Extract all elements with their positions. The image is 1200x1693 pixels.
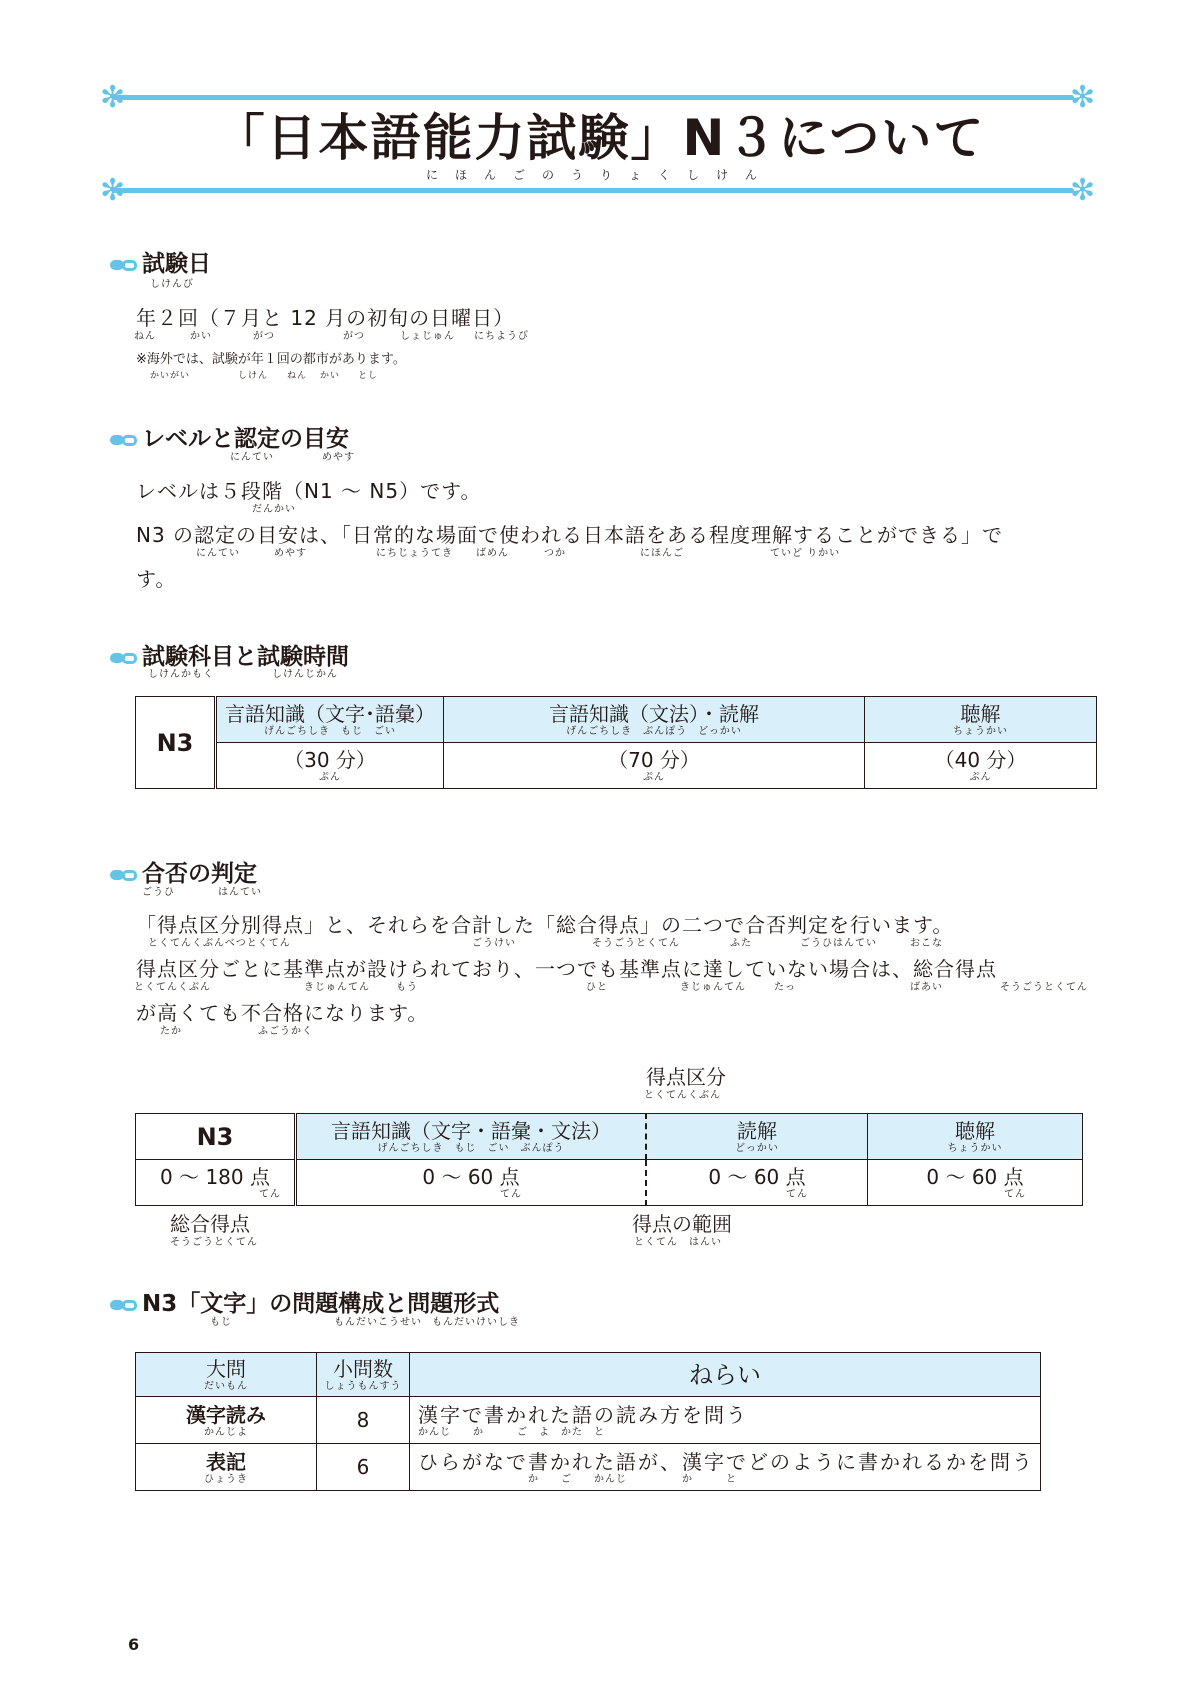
ruby: かい — [190, 331, 212, 342]
asterisk-icon: ✻ — [100, 173, 126, 208]
ruby: そうごうとくてん — [170, 1237, 258, 1248]
section-heading — [110, 425, 349, 453]
ruby: つか — [544, 548, 566, 559]
ruby: きじゅんてん — [680, 982, 746, 993]
row-label: N3 — [136, 697, 216, 789]
table-row — [136, 1397, 1041, 1444]
ruby: にちじょうてき — [376, 548, 453, 559]
table-header: 聴解 ちょうかい — [865, 697, 1097, 743]
heading-ruby: しけんび — [150, 279, 194, 290]
asterisk-icon: ✻ — [1070, 173, 1096, 208]
table-cell: （70 分） ぷん — [444, 743, 865, 789]
bullet-icon — [110, 432, 140, 448]
asterisk-icon: ✻ — [1070, 80, 1096, 115]
page-title: 「日本語能力試験」N３について — [214, 109, 986, 167]
table-cell: 0 ～ 180 点 てん — [136, 1160, 296, 1206]
table-cell: （40 分） ぷん — [865, 743, 1097, 789]
row-label: N3 — [136, 1114, 296, 1160]
ruby: とくてんくぶん — [134, 982, 211, 993]
heading-ruby: はんてい — [218, 887, 262, 898]
ruby: とくてん はんい — [634, 1237, 722, 1248]
section-heading — [110, 643, 349, 671]
ruby: ごうひはんてい — [800, 938, 877, 949]
section-title: N3「文字」の問題構成と問題形式 — [142, 1291, 500, 1317]
table-cell: （30 分） ぷん — [216, 743, 444, 789]
ruby: おこな — [910, 938, 943, 949]
bullet-icon — [110, 867, 140, 883]
ruby: ごうけい — [472, 938, 516, 949]
section-heading — [110, 250, 211, 278]
ruby: がつ — [343, 331, 365, 342]
ruby: ひと — [586, 982, 608, 993]
ruby: ばめん — [476, 548, 509, 559]
ruby: しけん — [238, 371, 269, 381]
ruby: にんてい — [196, 548, 240, 559]
paragraph: レベルは５段階（N1 ～ N5）です。 — [136, 479, 482, 503]
note: ※海外では、試験が年１回の都市があります。 — [136, 352, 406, 367]
page-title-ruby: にほんごのうりょくしけん — [425, 168, 774, 182]
table-cell: 表記 ひょうき — [136, 1444, 317, 1491]
ruby: ばあい — [910, 982, 943, 993]
table-cell: 漢字読み かんじよ — [136, 1397, 317, 1444]
ruby: とくてんくぶんべつとくてん — [148, 938, 291, 949]
heading-ruby: にんてい — [230, 452, 274, 463]
table-cell: 6 — [317, 1444, 410, 1491]
table-header: 小問数 しょうもんすう — [317, 1353, 410, 1397]
ruby: だんかい — [252, 504, 296, 515]
label-total-score: 総合得点 — [170, 1212, 250, 1236]
section-title: 合否の判定 — [142, 861, 257, 887]
heading-ruby: ごうひ — [142, 887, 175, 898]
section-title: 試験日 — [142, 251, 211, 277]
ruby: めやす — [274, 548, 307, 559]
table-header: 言語知識（文字･語彙） げんごちしき もじ ごい — [216, 697, 444, 743]
ruby: とくてんくぶん — [644, 1090, 721, 1101]
paragraph: 年２回（７月と 12 月の初旬の日曜日） — [136, 306, 515, 330]
question-format-table — [135, 1352, 1041, 1491]
ruby: きじゅんてん — [304, 982, 370, 993]
label-score-range: 得点の範囲 — [632, 1212, 732, 1236]
paragraph: す。 — [136, 567, 177, 591]
ruby: たか — [160, 1026, 182, 1037]
exam-time-table — [135, 696, 1097, 789]
heading-ruby: もじ — [210, 1317, 232, 1328]
ruby: もう — [396, 982, 418, 993]
ruby: ていど りかい — [770, 548, 841, 559]
section-title: レベルと認定の目安 — [142, 426, 349, 452]
bullet-icon — [110, 257, 140, 273]
paragraph: が高くても不合格になります。 — [136, 1001, 429, 1025]
heading-ruby: しけんじかん — [272, 669, 338, 680]
table-header: 大問 だいもん — [136, 1353, 317, 1397]
label-score-category: 得点区分 — [646, 1065, 726, 1089]
ruby: たっ — [774, 982, 796, 993]
paragraph: N3 の認定の目安は、「日常的な場面で使われる日本語をある程度理解することができる」で — [136, 523, 1004, 547]
section-heading — [110, 860, 257, 888]
asterisk-icon: ✻ — [100, 80, 126, 115]
table-header: ねらい — [410, 1353, 1041, 1397]
header-rule-top — [112, 95, 1074, 100]
section-heading — [110, 1290, 499, 1318]
table-cell: ひらがなで書かれた語が、漢字でどのように書かれるかを問う か ご かんじ か と — [410, 1444, 1041, 1491]
paragraph: 「得点区分別得点」と、それらを合計した「総合得点」の二つで合否判定を行います。 — [136, 913, 954, 937]
ruby: かい — [320, 371, 341, 381]
heading-ruby: もんだいこうせい — [334, 1317, 422, 1328]
ruby: そうごうとくてん — [592, 938, 680, 949]
heading-ruby: めやす — [322, 452, 355, 463]
table-cell: 漢字で書かれた語の読み方を問う かんじ か ご よ かた と — [410, 1397, 1041, 1444]
table-cell: 8 — [317, 1397, 410, 1444]
ruby: とし — [358, 371, 379, 381]
ruby: かいがい — [150, 371, 191, 381]
ruby: ふた — [730, 938, 752, 949]
ruby: ふごうかく — [258, 1026, 313, 1037]
heading-ruby: もんだいけいしき — [432, 1317, 520, 1328]
header-rule-bottom — [112, 188, 1074, 193]
ruby: ねん — [287, 371, 308, 381]
bullet-icon — [110, 650, 140, 666]
table-cell: 0 ～ 60 点 てん — [296, 1160, 647, 1206]
ruby: ねん — [134, 331, 156, 342]
bullet-icon — [110, 1297, 140, 1313]
table-header: 聴解 ちょうかい — [868, 1114, 1083, 1160]
ruby: そうごうとくてん — [1000, 982, 1088, 993]
table-header: 言語知識（文字・語彙・文法） げんごちしき もじ ごい ぶんぽう — [296, 1114, 647, 1160]
ruby: がつ — [253, 331, 275, 342]
table-cell: 0 ～ 60 点 てん — [868, 1160, 1083, 1206]
section-title: 試験科目と試験時間 — [142, 644, 349, 670]
table-cell: 0 ～ 60 点 てん — [646, 1160, 868, 1206]
ruby: にほんご — [640, 548, 684, 559]
page-number: 6 — [128, 1635, 140, 1654]
table-header: 言語知識（文法）・読解 げんごちしき ぶんぽう どっかい — [444, 697, 865, 743]
ruby: しょじゅん — [400, 331, 455, 342]
heading-ruby: しけんかもく — [148, 669, 214, 680]
table-header: 読解 どっかい — [646, 1114, 868, 1160]
ruby: にちようび — [474, 331, 529, 342]
paragraph: 得点区分ごとに基準点が設けられており、一つでも基準点に達していない場合は、総合得点 — [136, 957, 997, 981]
table-row — [136, 1444, 1041, 1491]
score-table — [135, 1113, 1083, 1206]
